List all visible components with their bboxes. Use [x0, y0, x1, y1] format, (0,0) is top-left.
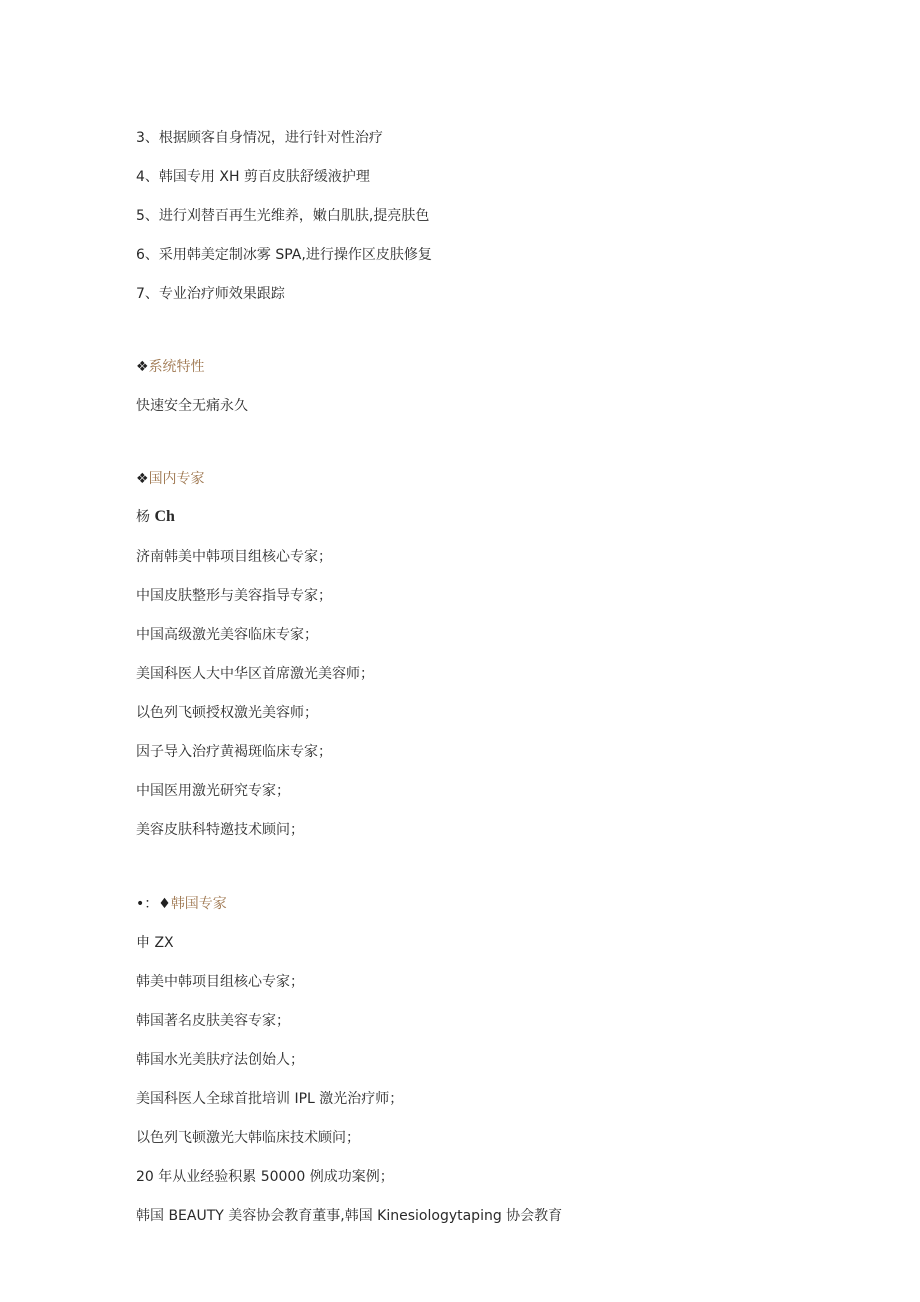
expert-title: 美国科医人全球首批培训 IPL 激光治疗师；	[136, 1091, 404, 1107]
expert-title: 中国高级激光美容临床专家；	[136, 627, 318, 643]
step-item: 3、根据顾客自身情况，进行针对性治疗	[136, 130, 383, 146]
expert-title: 韩国水光美肤疗法创始人；	[136, 1052, 304, 1068]
expert-title: 20 年从业经验积累 50000 例成功案例；	[136, 1169, 394, 1185]
diamond-bullet-icon: ❖	[136, 471, 149, 487]
diamond-bullet-icon: ❖	[136, 359, 149, 375]
expert-title: 济南韩美中韩项目组核心专家；	[136, 549, 332, 565]
step-item: 4、韩国专用 XH 剪百皮肤舒缓液护理	[136, 169, 370, 185]
expert-name	[136, 507, 175, 527]
step-item: 6、采用韩美定制冰雾 SPA,进行操作区皮肤修复	[136, 247, 432, 263]
step-item: 7、专业治疗师效果跟踪	[136, 286, 285, 302]
bullet-icon: •：♦	[136, 896, 171, 912]
expert-name: 申 ZX	[136, 935, 174, 951]
expert-title: 以色列飞顿授权激光美容师；	[136, 705, 318, 721]
expert-title: 韩国著名皮肤美容专家；	[136, 1013, 290, 1029]
expert-title: 中国医用激光研究专家；	[136, 783, 290, 799]
expert-title: 因子导入治疗黄褐斑临床专家；	[136, 744, 332, 760]
expert-title: 韩美中韩项目组核心专家；	[136, 974, 304, 990]
expert-name-prefix: 杨	[136, 509, 155, 525]
expert-title: 美国科医人大中华区首席激光美容师；	[136, 666, 374, 682]
section-title: 国内专家	[148, 471, 205, 487]
section-title: 韩国专家	[170, 896, 227, 912]
section-heading-korean-expert	[136, 894, 227, 914]
section-title: 系统特性	[148, 359, 205, 375]
expert-title: 美容皮肤科特邀技术顾问；	[136, 822, 304, 838]
expert-title: 以色列飞顿激光大韩临床技术顾问；	[136, 1130, 360, 1146]
features-text: 快速安全无痛永久	[136, 398, 248, 414]
section-heading-domestic-expert	[136, 469, 205, 489]
step-item: 5、进行刈替百再生光维养，嫩白肌肤,提亮肤色	[136, 208, 430, 224]
expert-title: 中国皮肤整形与美容指导专家；	[136, 588, 332, 604]
expert-title: 韩国 BEAUTY 美容协会教育董事,韩国 Kinesiologytaping 协会教育	[136, 1208, 563, 1224]
expert-name-initials: Ch	[154, 508, 175, 525]
section-heading-features	[136, 357, 205, 377]
